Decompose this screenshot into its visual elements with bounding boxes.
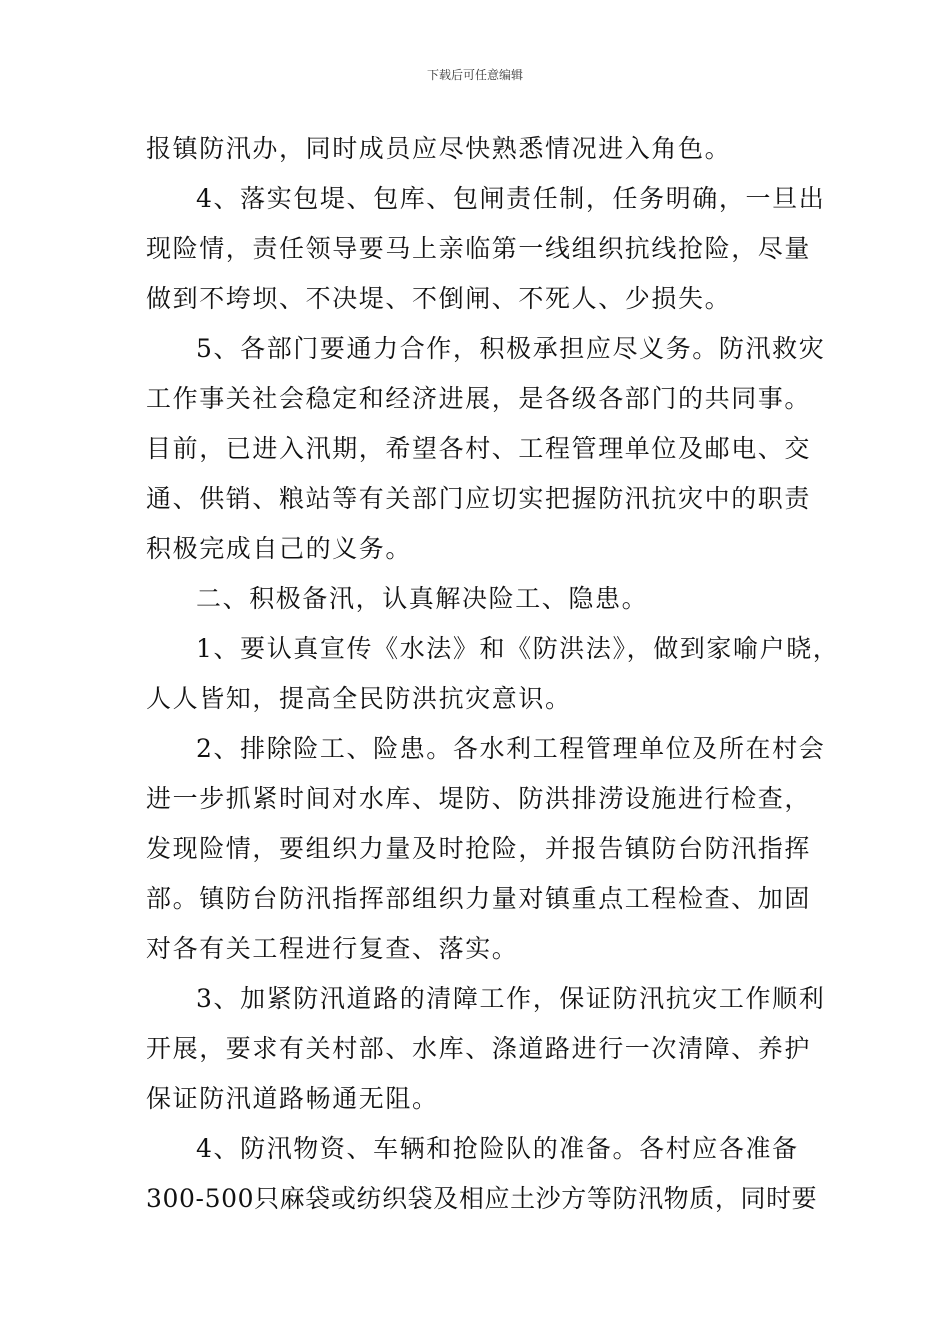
text-line: 做到不垮坝、不决堤、不倒闸、不死人、少损失。 [146, 284, 732, 313]
text-line: 现险情，责任领导要马上亲临第一线组织抗线抢险，尽量 [146, 234, 812, 263]
text-line: 工作事关社会稳定和经济进展，是各级各部门的共同事。 [146, 384, 812, 413]
text-line: 报镇防汛办，同时成员应尽快熟悉情况进入角色。 [146, 134, 732, 163]
section-heading: 二、积极备汛，认真解决险工、隐患。 [196, 584, 649, 613]
text-line: 人人皆知，提高全民防洪抗灾意识。 [146, 684, 572, 713]
text-line: 积极完成自己的义务。 [146, 534, 413, 563]
text-line: 5、各部门要通力合作，积极承担应尽义务。防汛救灾 [196, 334, 826, 363]
text-line: 开展，要求有关村部、水库、涤道路进行一次清障、养护 [146, 1034, 812, 1063]
page-header: 下载后可任意编辑 [426, 68, 523, 82]
text-line: 300-500只麻袋或纺织袋及相应土沙方等防汛物质，同时要 [146, 1184, 818, 1213]
text-line: 保证防汛道路畅通无阻。 [146, 1084, 439, 1113]
text-line: 4、落实包堤、包库、包闸责任制，任务明确，一旦出 [196, 184, 826, 213]
text-line: 通、供销、粮站等有关部门应切实把握防汛抗灾中的职责 [146, 484, 812, 513]
text-line: 发现险情，要组织力量及时抢险，并报告镇防台防汛指挥 [146, 834, 812, 863]
text-line: 4、防汛物资、车辆和抢险队的准备。各村应各准备 [196, 1134, 799, 1163]
text-line: 目前，已进入汛期，希望各村、工程管理单位及邮电、交 [146, 434, 812, 463]
text-line: 对各有关工程进行复查、落实。 [146, 934, 519, 963]
text-line: 进一步抓紧时间对水库、堤防、防洪排涝设施进行检查， [146, 784, 812, 813]
text-line: 3、加紧防汛道路的清障工作，保证防汛抗灾工作顺利 [196, 984, 826, 1013]
text-line: 2、排除险工、险患。各水利工程管理单位及所在村会 [196, 734, 826, 763]
text-line: 1、要认真宣传《水法》和《防洪法》，做到家喻户晓， [196, 634, 840, 663]
text-line: 部。镇防台防汛指挥部组织力量对镇重点工程检查、加固 [146, 884, 812, 913]
